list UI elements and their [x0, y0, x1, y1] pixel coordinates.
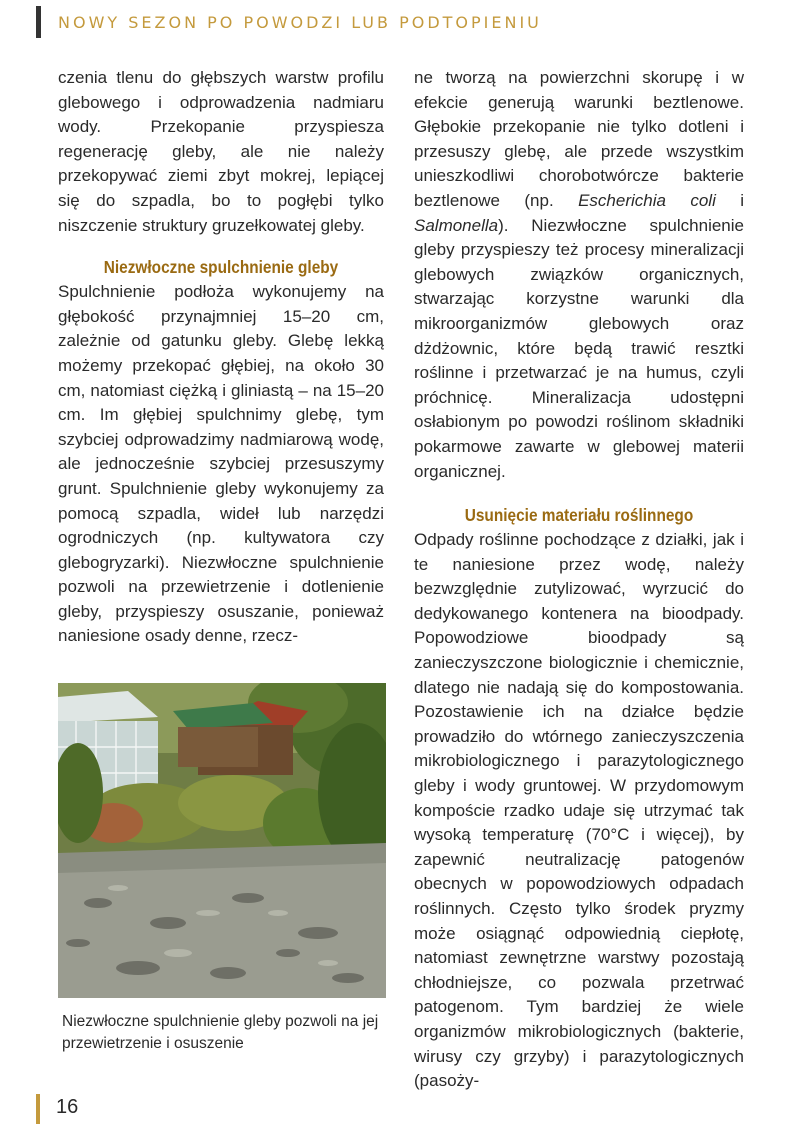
right-intro-italic-1: Escherichia coli [578, 190, 716, 210]
left-section-paragraph: Spulchnienie podłoża wykonujemy na głębokość przynajmniej 15–20 cm, zależnie od gatunku gleby. Glebę lekką możemy przekopać głębiej, na około 30 cm, natomiast ciężką i gliniastą – na 15–20 cm. Im głębiej spulchnimy glebę, tym szybciej odprowadzimy nadmiarową wodę, ale jednocześnie szybciej przesuszymy grunt. Spulchnienie gleby wykonujemy za pomocą szpadla, wideł lub narzędzi ogrodniczych (np. kultywatora czy glebogryzarki). Niezwłoczne spulchnienie pozwoli na przewietrzenie i dotlenienie gleby, przyspieszy osuszanie, ponieważ naniesione osady denne, rzecz- [58, 282, 384, 646]
right-intro-text-3: ). Niezwłoczne spulchnienie gleby przyspieszy też procesy mineralizacji glebowych związków organicznych, stwarzając korzystne warunki dla mikroorganizmów glebowych oraz dżdżownic, które będą trawić resztki roślinne i przetwarzać je na humus, czyli próchnicę. Mineralizacja udostępni osłabionym po powodzi roślinom składniki pokarmowe zawarte w glebowej materii organicznej. [414, 215, 744, 481]
photo-caption: Niezwłoczne spulchnienie gleby pozwoli na jej przewietrzenie i osuszenie [62, 1013, 379, 1052]
section-heading-loosening: Niezwłoczne spulchnienie gleby [103, 257, 339, 278]
right-intro-italic-2: Salmonella [414, 215, 499, 235]
right-intro-text-1: ne tworzą na powierzchni skorupę i w efekcie generują warunki beztlenowe. Głębokie przekopanie nie tylko dotleni i przesuszy glebę, ale przede wszystkim unieszkodliwi chorobotwórcze bakterie beztlenowe (np. [414, 68, 744, 210]
left-column [58, 66, 384, 649]
right-intro-text-2: i [715, 190, 745, 210]
section-heading-plant-removal: Usunięcie materiału roślinnego [464, 505, 694, 526]
header-accent-bar [36, 6, 41, 38]
right-intro-paragraph [414, 66, 744, 484]
left-intro-paragraph: czenia tlenu do głębszych warstw profilu glebowego i odprowadzenia nadmiaru wody. Przekopanie przyspiesza regenerację gleby, ale nie należy przekopywać ziemi zbyt mokrej, lepiącej się do szpadla, bo to pogłębi tylko niszczenie struktury gruzełkowatej gleby. [58, 68, 384, 235]
right-column [414, 66, 744, 1094]
garden-photo [58, 683, 386, 998]
page-number: 16 [56, 1096, 79, 1118]
page-number-accent-bar [36, 1094, 40, 1124]
right-section-paragraph: Odpady roślinne pochodzące z działki, jak i te naniesione przez wodę, należy bezwzględnie zutylizować, wyrzucić do dedykowanego kontenera na bioodpady. Popowodziowe bioodpady są zanieczyszczone biologicznie i chemicznie, dlatego nie nadają się do kompostowania. Pozostawienie ich na działce będzie prowadziło do wtórnego zanieczyszczenia mikrobiologicznego i parazytologicznego gleby i wody gruntowej. W przydomowym kompoście rzadko udaje się utrzymać tak wysoką temperaturę (70°C i więcej), by zapewnić neutralizację patogenów obecnych w popowodziowych odpadach roślinnych. Często tylko środek pryzmy może osiągnąć odpowiednią ciepłotę, natomiast zewnętrzne warstwy pozostają chłodniejsze, co pozwala przetrwać patogenom. Tym bardziej że wiele organizmów mikrobiologicznych (bakterie, wirusy czy grzyby) i parazytologicznych (pasoży- [414, 530, 744, 1091]
running-header: NOWY SEZON PO POWODZI LUB PODTOPIENIU [58, 13, 542, 32]
garden-photo-illustration [58, 683, 386, 998]
